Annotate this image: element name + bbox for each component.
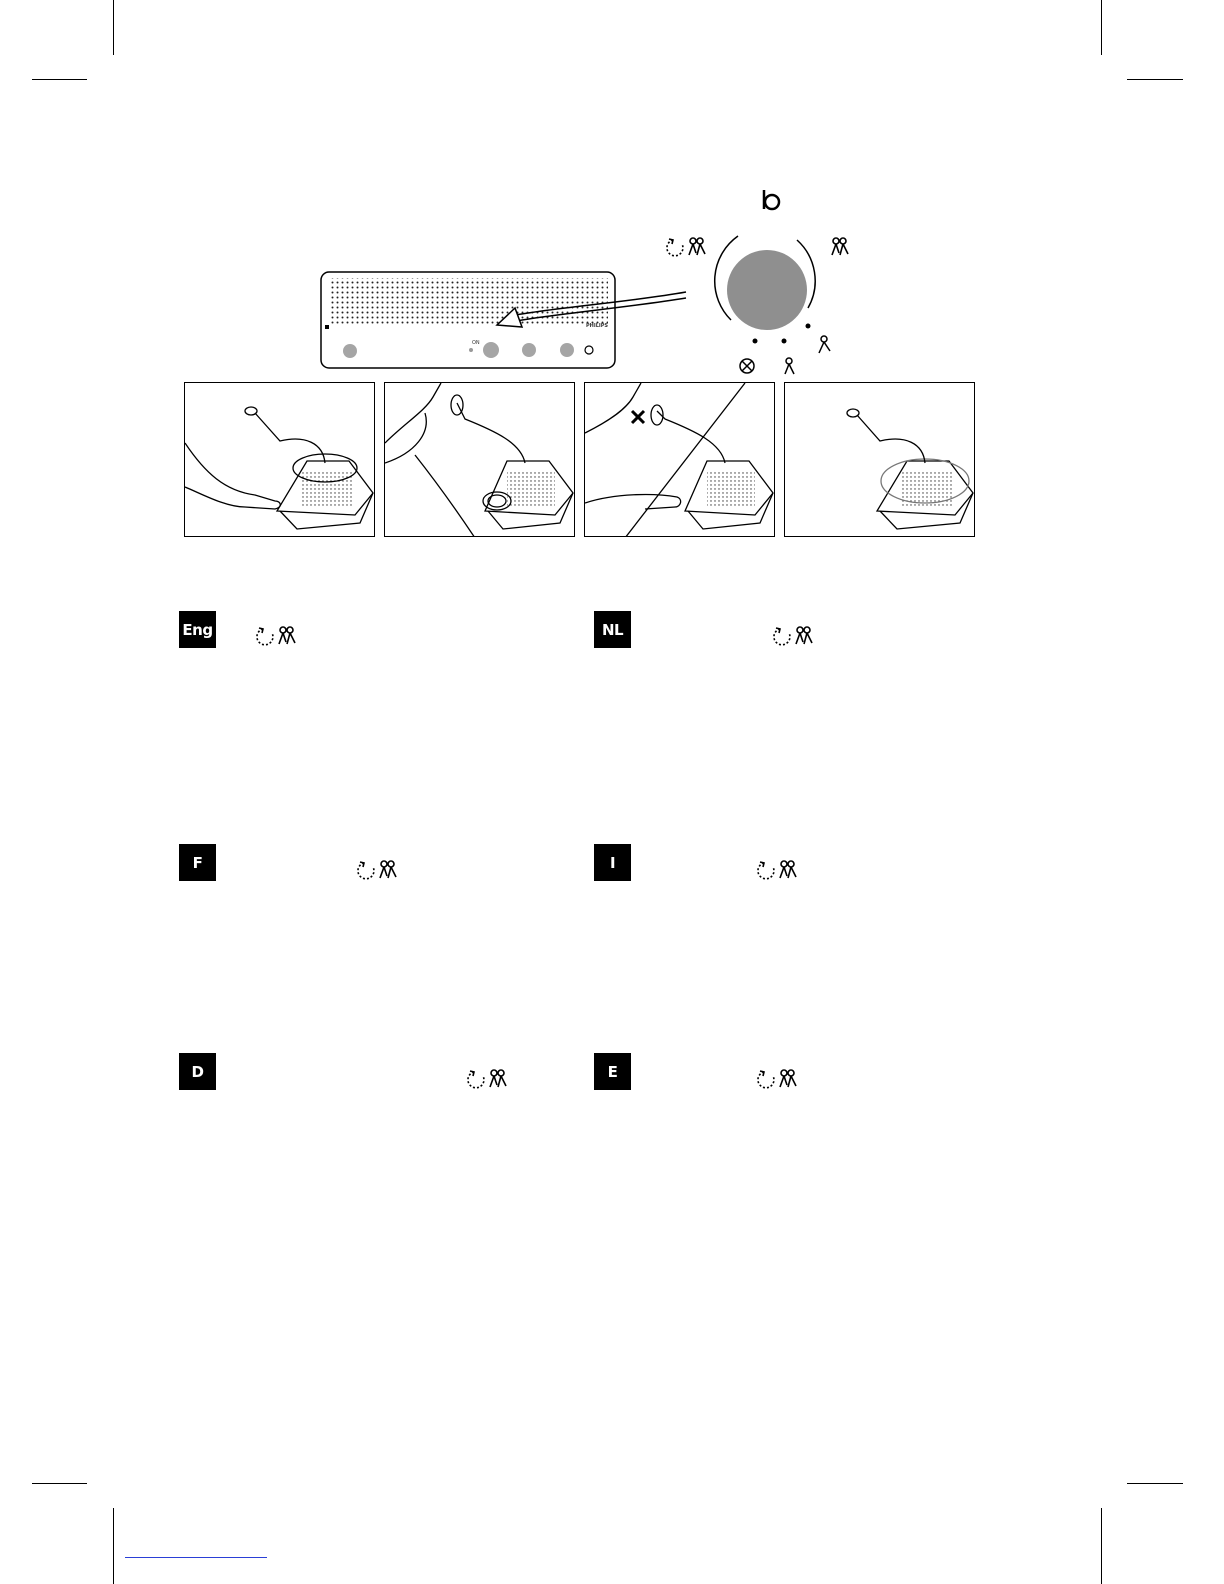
device-brand-label: PHILIPS: [586, 323, 609, 329]
timed-group-mode-icon: [754, 1067, 806, 1093]
crop-mark-top-left-v: [113, 0, 114, 55]
timed-group-mode-icon: [354, 858, 406, 884]
timed-group-mode-icon: [464, 1067, 516, 1093]
illustration-panel-2: [384, 382, 575, 537]
lang-badge-e: E: [594, 1053, 631, 1090]
lang-badge-eng: Eng: [179, 611, 216, 648]
illustration-panel-4: [784, 382, 975, 537]
timed-group-mode-icon: [663, 235, 715, 261]
bottom-link-line: [125, 1557, 267, 1558]
device-on-label: ON: [472, 340, 480, 346]
lang-badge-nl: NL: [594, 611, 631, 648]
group-icon: [822, 235, 858, 261]
timed-group-mode-icon: [754, 858, 806, 884]
lang-badge-f: F: [179, 844, 216, 881]
illustration-panel-3: [584, 382, 775, 537]
crop-mark-top-left-h: [32, 79, 87, 80]
lang-badge-i: I: [594, 844, 631, 881]
illustration-panel-1: [184, 382, 375, 537]
lang-badge-d: D: [179, 1053, 216, 1090]
crop-mark-bottom-left-h: [32, 1483, 87, 1484]
timed-group-mode-icon: [770, 624, 822, 650]
crop-mark-bottom-right-v: [1101, 1508, 1102, 1584]
crop-mark-bottom-left-v: [113, 1508, 114, 1584]
crop-mark-top-right-v: [1101, 0, 1102, 55]
timed-group-mode-icon: [253, 624, 305, 650]
crop-mark-top-right-h: [1127, 79, 1183, 80]
crop-mark-bottom-right-h: [1127, 1483, 1183, 1484]
control-panel-illustration: [300, 180, 860, 380]
